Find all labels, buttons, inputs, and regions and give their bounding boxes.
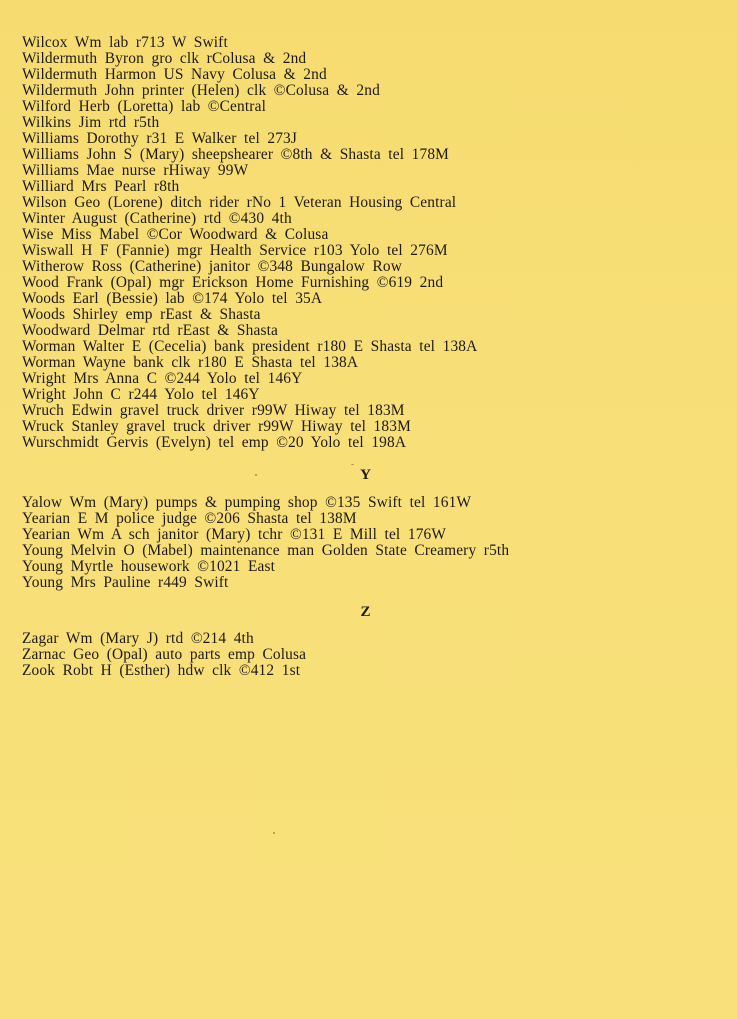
directory-entry: Wright Mrs Anna C ©244 Yolo tel 146Y bbox=[22, 370, 303, 387]
directory-entry: Zarnac Geo (Opal) auto parts emp Colusa bbox=[22, 646, 307, 663]
directory-entry: Wilford Herb (Loretta) lab ©Central bbox=[22, 98, 266, 115]
directory-entry: Yearian E M police judge ©206 Shasta tel 138M bbox=[22, 510, 357, 527]
directory-entry: Woods Shirley emp rEast & Shasta bbox=[22, 306, 261, 323]
directory-entry: Williams Dorothy r31 E Walker tel 273J bbox=[22, 130, 298, 147]
directory-entry: Wise Miss Mabel ©Cor Woodward & Colusa bbox=[22, 226, 329, 243]
directory-entry: Wright John C r244 Yolo tel 146Y bbox=[22, 386, 260, 403]
directory-entry: Worman Wayne bank clk r180 E Shasta tel 138A bbox=[22, 354, 359, 371]
directory-entry: Wildermuth Byron gro clk rColusa & 2nd bbox=[22, 50, 307, 67]
directory-entry: Yearian Wm A sch janitor (Mary) tchr ©131 E Mill tel 176W bbox=[22, 526, 447, 543]
directory-entry: Wilkins Jim rtd r5th bbox=[22, 114, 160, 131]
print-speck bbox=[351, 464, 354, 465]
directory-entry: Williams John S (Mary) sheepshearer ©8th & Shasta tel 178M bbox=[22, 146, 449, 163]
directory-entry: Williams Mae nurse rHiway 99W bbox=[22, 162, 249, 179]
section-heading-z: Z bbox=[360, 604, 371, 620]
directory-entry: Woodward Delmar rtd rEast & Shasta bbox=[22, 322, 279, 339]
directory-entry: Yalow Wm (Mary) pumps & pumping shop ©135 Swift tel 161W bbox=[22, 494, 472, 511]
directory-entry: Wilson Geo (Lorene) ditch rider rNo 1 Veteran Housing Central bbox=[22, 194, 457, 211]
directory-entry: Worman Walter E (Cecelia) bank president r180 E Shasta tel 138A bbox=[22, 338, 478, 355]
directory-entry: Wruck Stanley gravel truck driver r99W Hiway tel 183M bbox=[22, 418, 411, 435]
directory-entry: Winter August (Catherine) rtd ©430 4th bbox=[22, 210, 292, 227]
directory-entry: Zook Robt H (Esther) hdw clk ©412 1st bbox=[22, 662, 301, 679]
directory-entry: Woods Earl (Bessie) lab ©174 Yolo tel 35A bbox=[22, 290, 323, 307]
section-y-entries bbox=[22, 495, 722, 591]
section-w-entries bbox=[22, 35, 722, 451]
directory-entry: Wildermuth Harmon US Navy Colusa & 2nd bbox=[22, 66, 327, 83]
section-z-entries bbox=[22, 631, 722, 679]
directory-entry: Williard Mrs Pearl r8th bbox=[22, 178, 180, 195]
directory-entry: Young Melvin O (Mabel) maintenance man Golden State Creamery r5th bbox=[22, 542, 510, 559]
directory-entry: Wiswall H F (Fannie) mgr Health Service r103 Yolo tel 276M bbox=[22, 242, 448, 259]
directory-entry: Wurschmidt Gervis (Evelyn) tel emp ©20 Yolo tel 198A bbox=[22, 434, 407, 451]
directory-entry: Wruch Edwin gravel truck driver r99W Hiway tel 183M bbox=[22, 402, 405, 419]
print-speck bbox=[273, 832, 275, 834]
directory-entry: Young Mrs Pauline r449 Swift bbox=[22, 574, 229, 591]
directory-entry: Witherow Ross (Catherine) janitor ©348 Bungalow Row bbox=[22, 258, 402, 275]
directory-entry: Zagar Wm (Mary J) rtd ©214 4th bbox=[22, 630, 254, 647]
directory-entry: Wilcox Wm lab r713 W Swift bbox=[22, 34, 228, 51]
section-heading-y: Y bbox=[360, 467, 371, 483]
directory-entry: Wood Frank (Opal) mgr Erickson Home Furnishing ©619 2nd bbox=[22, 274, 444, 291]
directory-entry: Wildermuth John printer (Helen) clk ©Colusa & 2nd bbox=[22, 82, 380, 99]
directory-entry: Young Myrtle housework ©1021 East bbox=[22, 558, 276, 575]
